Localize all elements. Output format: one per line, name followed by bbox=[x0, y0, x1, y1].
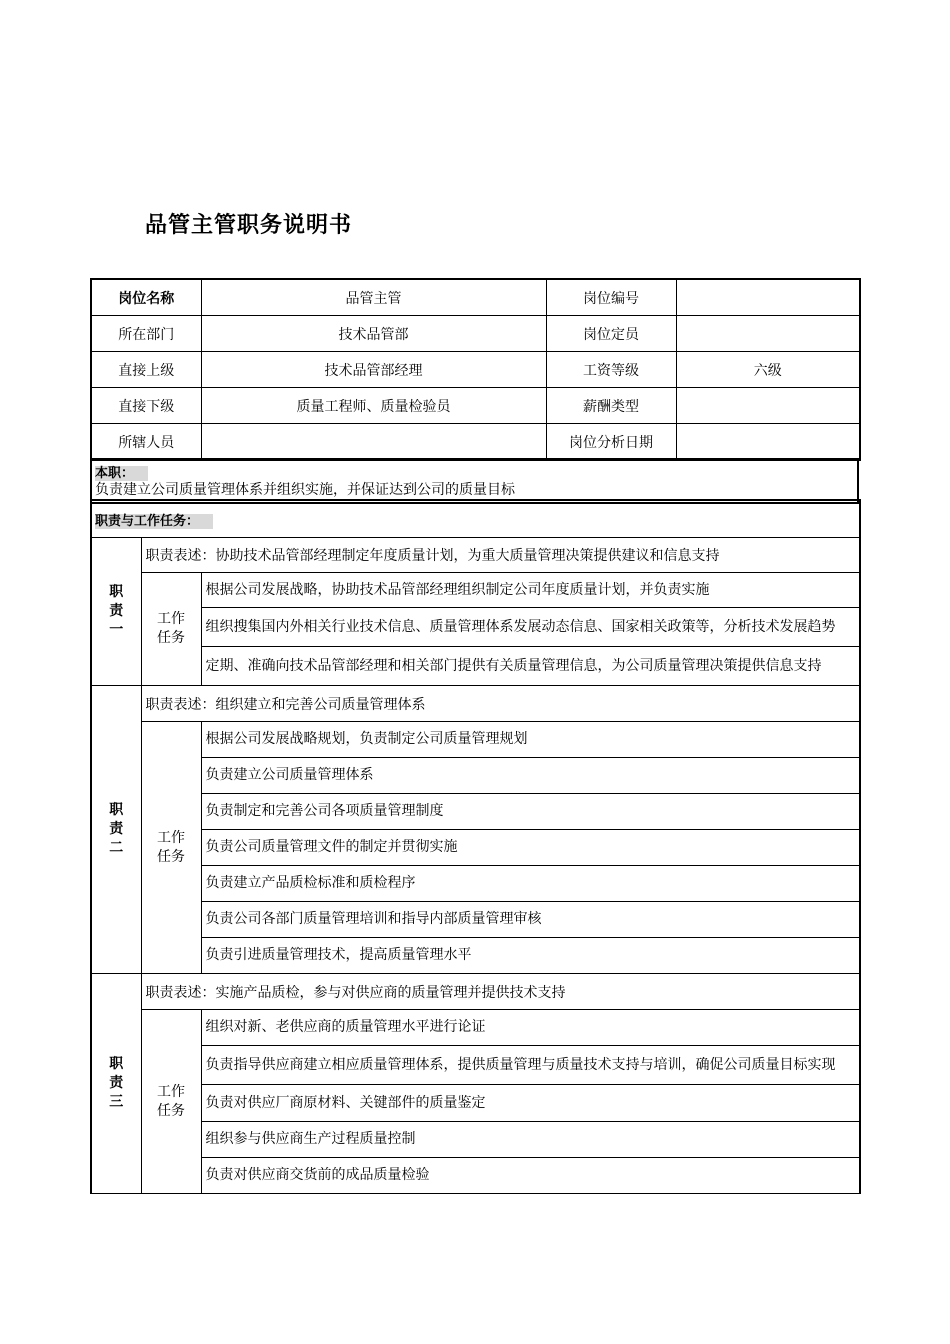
task-item: 负责建立产品质检标准和质检程序 bbox=[201, 866, 860, 902]
task-item: 组织搜集国内外相关行业技术信息、质量管理体系发展动态信息、国家相关政策等，分析技术发展趋势 bbox=[201, 608, 860, 647]
task-item: 根据公司发展战略，协助技术品管部经理组织制定公司年度质量计划，并负责实施 bbox=[201, 573, 860, 608]
info-label: 岗位编号 bbox=[546, 279, 676, 316]
info-label: 工资等级 bbox=[546, 352, 676, 388]
duty-table bbox=[90, 458, 859, 504]
info-label: 所在部门 bbox=[91, 316, 201, 352]
info-value: 品管主管 bbox=[201, 279, 546, 316]
work-task-label: 工作 任务 bbox=[141, 1010, 201, 1194]
responsibility-label: 职 责 一 bbox=[91, 538, 141, 686]
info-row bbox=[91, 388, 860, 424]
info-value bbox=[676, 388, 860, 424]
duty-text: 负责建立公司质量管理体系并组织实施，并保证达到公司的质量目标 bbox=[95, 482, 515, 498]
info-label: 岗位定员 bbox=[546, 316, 676, 352]
info-value bbox=[676, 424, 860, 461]
task-item: 定期、准确向技术品管部经理和相关部门提供有关质量管理信息，为公司质量管理决策提供信息支持 bbox=[201, 647, 860, 686]
task-item: 负责引进质量管理技术，提高质量管理水平 bbox=[201, 938, 860, 974]
info-value bbox=[676, 279, 860, 316]
task-item: 负责公司质量管理文件的制定并贯彻实施 bbox=[201, 830, 860, 866]
info-label: 岗位名称 bbox=[91, 279, 201, 316]
info-value bbox=[201, 424, 546, 461]
info-label: 直接上级 bbox=[91, 352, 201, 388]
info-row bbox=[91, 424, 860, 461]
responsibility-description: 职责表述：组织建立和完善公司质量管理体系 bbox=[141, 686, 860, 722]
position-info-table bbox=[90, 278, 861, 461]
responsibility-description: 职责表述：实施产品质检，参与对供应商的质量管理并提供技术支持 bbox=[141, 974, 860, 1010]
work-task-label: 工作 任务 bbox=[141, 722, 201, 974]
task-item: 组织参与供应商生产过程质量控制 bbox=[201, 1122, 860, 1158]
responsibility-label: 职 责 二 bbox=[91, 686, 141, 974]
info-value: 质量工程师、质量检验员 bbox=[201, 388, 546, 424]
responsibilities-table bbox=[90, 499, 861, 1194]
task-item: 负责指导供应商建立相应质量管理体系，提供质量管理与质量技术支持与培训，确促公司质量目标实现 bbox=[201, 1046, 860, 1085]
responsibilities-heading: 职责与工作任务： bbox=[95, 514, 213, 529]
info-value bbox=[676, 316, 860, 352]
task-item: 根据公司发展战略规划，负责制定公司质量管理规划 bbox=[201, 722, 860, 758]
duty-heading: 本职： bbox=[95, 466, 148, 481]
info-label: 直接下级 bbox=[91, 388, 201, 424]
info-label: 所辖人员 bbox=[91, 424, 201, 461]
responsibility-3 bbox=[91, 974, 860, 1010]
info-value: 技术品管部经理 bbox=[201, 352, 546, 388]
work-task-label: 工作 任务 bbox=[141, 573, 201, 686]
task-item: 组织对新、老供应商的质量管理水平进行论证 bbox=[201, 1010, 860, 1046]
responsibility-label: 职 责 三 bbox=[91, 974, 141, 1194]
page-title: 品管主管职务说明书 bbox=[145, 213, 353, 238]
responsibility-description: 职责表述：协助技术品管部经理制定年度质量计划，为重大质量管理决策提供建议和信息支持 bbox=[141, 538, 860, 573]
task-item: 负责公司各部门质量管理培训和指导内部质量管理审核 bbox=[201, 902, 860, 938]
info-row bbox=[91, 316, 860, 352]
task-item: 负责制定和完善公司各项质量管理制度 bbox=[201, 794, 860, 830]
info-value: 六级 bbox=[676, 352, 860, 388]
task-item: 负责建立公司质量管理体系 bbox=[201, 758, 860, 794]
task-item: 负责对供应厂商原材料、关键部件的质量鉴定 bbox=[201, 1085, 860, 1122]
info-label: 薪酬类型 bbox=[546, 388, 676, 424]
responsibility-1 bbox=[91, 538, 860, 573]
info-row bbox=[91, 352, 860, 388]
info-label: 岗位分析日期 bbox=[546, 424, 676, 461]
info-row bbox=[91, 279, 860, 316]
task-item: 负责对供应商交货前的成品质量检验 bbox=[201, 1158, 860, 1194]
responsibility-2 bbox=[91, 686, 860, 722]
info-value: 技术品管部 bbox=[201, 316, 546, 352]
